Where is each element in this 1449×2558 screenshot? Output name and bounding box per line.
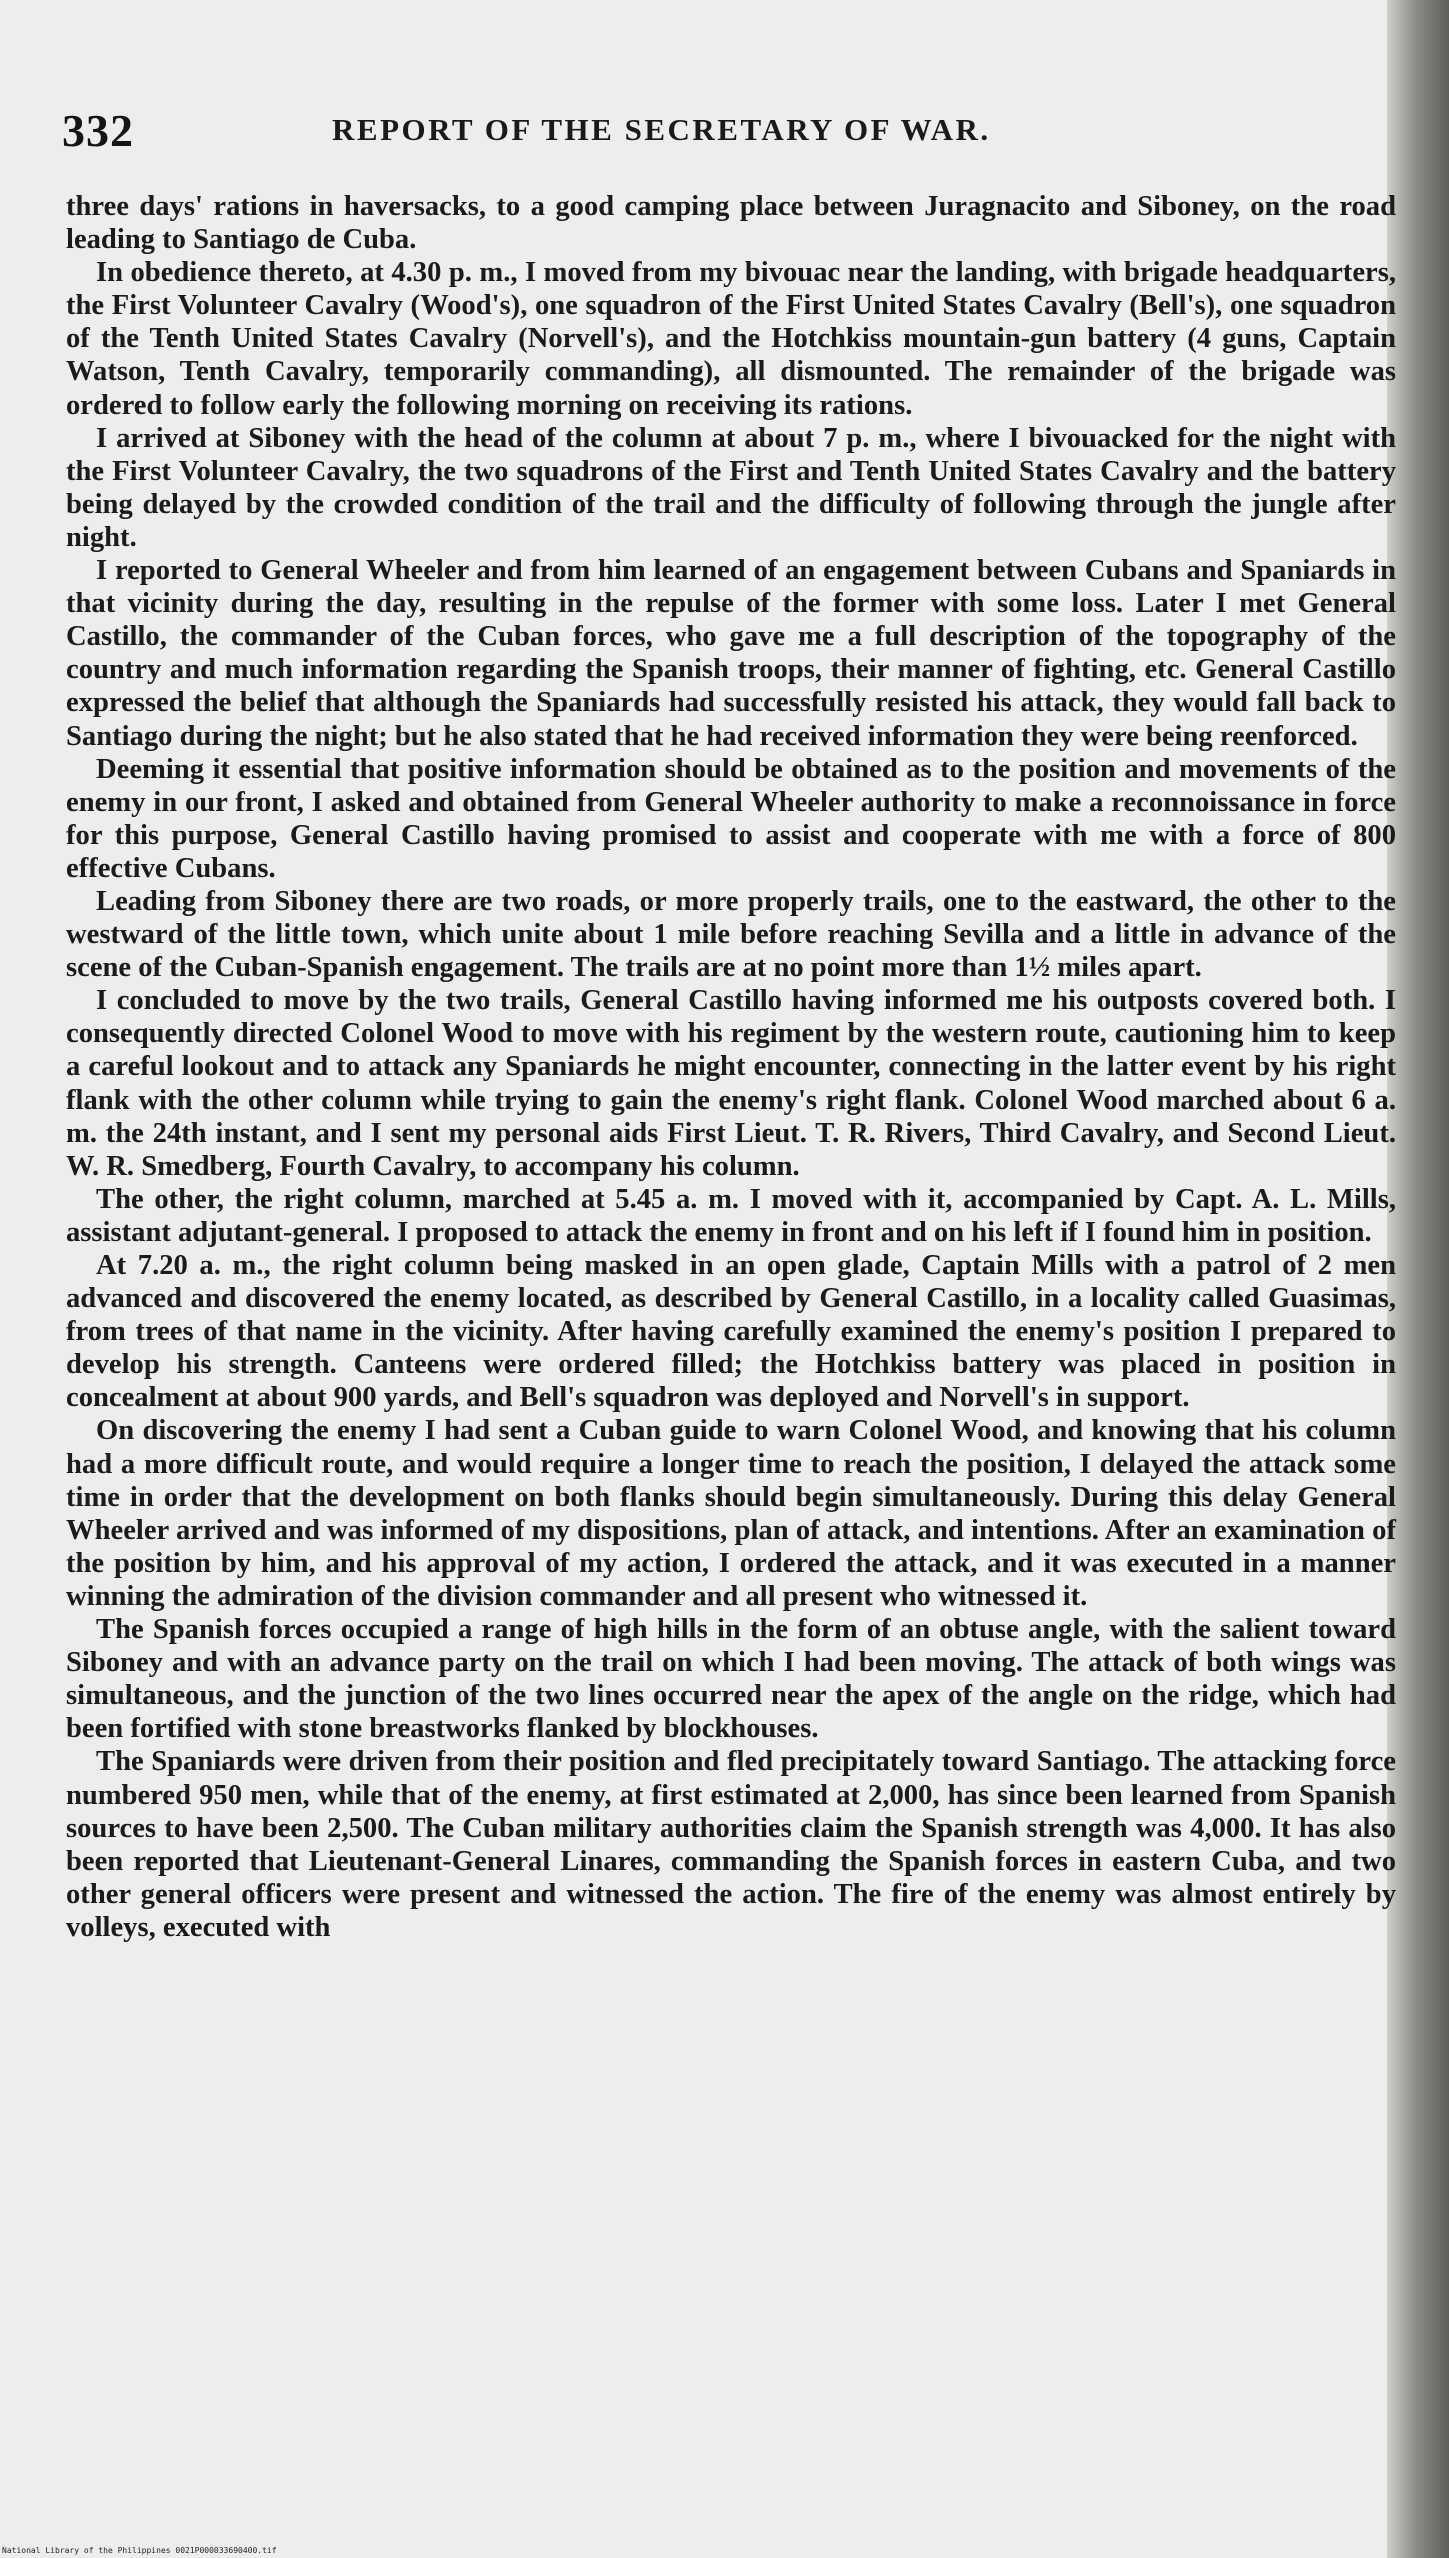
paragraph: In obedience thereto, at 4.30 p. m., I moved from my bivouac near the landing, with brigade headquarters, the First Volunteer Cavalry (Wood's), one squadron of the First United States Cavalry (Bell's), one squadron of the Tenth United States Cavalry (Norvell's), and the Hotchkiss mountain-gun battery (4 guns, Captain Watson, Tenth Cavalry, temporarily commanding), all dismounted. The remainder of the brigade was ordered to follow early the following morning on receiving its rations. — [66, 257, 1396, 421]
paragraph: I concluded to move by the two trails, General Castillo having informed me his outposts covered both. I consequently directed Colonel Wood to move with his regiment by the western route, cautioning him to keep a careful lookout and to attack any Spaniards he might encounter, connecting in the latter event by his right flank with the other column while trying to gain the enemy's right flank. Colonel Wood marched about 6 a. m. the 24th instant, and I sent my personal aids First Lieut. T. R. Rivers, Third Cavalry, and Second Lieut. W. R. Smedberg, Fourth Cavalry, to accompany his column. — [66, 985, 1396, 1182]
paragraph: On discovering the enemy I had sent a Cuban guide to warn Colonel Wood, and knowing that his column had a more difficult route, and would require a longer time to reach the position, I delayed the attack some time in order that the development on both flanks should begin simultaneously. During this delay General Wheeler arrived and was informed of my dispositions, plan of attack, and intentions. After an examination of the position by him, and his approval of my action, I ordered the attack, and it was executed in a manner winning the admiration of the division commander and all present who witnessed it. — [66, 1415, 1396, 1612]
paragraph: three days' rations in haversacks, to a good camping place between Juragnacito and Siboney, on the road leading to Santiago de Cuba. — [66, 191, 1396, 256]
scan-binding-shadow — [1387, 0, 1449, 2558]
running-head: REPORT OF THE SECRETARY OF WAR. — [332, 112, 991, 147]
paragraph: The other, the right column, marched at 5.45 a. m. I moved with it, accompanied by Capt. A. L. Mills, assistant adjutant-general. I proposed to attack the enemy in front and on his left if I found him in position. — [66, 1183, 1396, 1248]
paragraph: At 7.20 a. m., the right column being masked in an open glade, Captain Mills with a patrol of 2 men advanced and discovered the enemy located, as described by General Castillo, in a locality called Guasimas, from trees of that name in the vicinity. After having carefully examined the enemy's position I prepared to develop his strength. Canteens were ordered filled; the Hotchkiss battery was placed in position in concealment at about 900 yards, and Bell's squadron was deployed and Norvell's in support. — [66, 1250, 1396, 1414]
report-body — [66, 190, 1396, 1944]
scan-footer-stamp: National Library of the Philippines 0021P000033690400.tif — [2, 2546, 277, 2555]
page-header — [62, 104, 1402, 164]
paragraph: The Spaniards were driven from their position and fled precipitately toward Santiago. The attacking force numbered 950 men, while that of the enemy, at first estimated at 2,000, has since been learned from Spanish sources to have been 2,500. The Cuban military authorities claim the Spanish strength was 4,000. It has also been reported that Lieutenant-General Linares, commanding the Spanish forces in eastern Cuba, and two other general officers were present and witnessed the action. The fire of the enemy was almost entirely by volleys, executed with — [66, 1746, 1396, 1943]
paragraph: Leading from Siboney there are two roads, or more properly trails, one to the eastward, the other to the westward of the little town, which unite about 1 mile before reaching Sevilla and a little in advance of the scene of the Cuban-Spanish engagement. The trails are at no point more than 1½ miles apart. — [66, 885, 1396, 984]
page-number: 332 — [62, 105, 134, 156]
paragraph: Deeming it essential that positive information should be obtained as to the position and movements of the enemy in our front, I asked and obtained from General Wheeler authority to make a reconnoissance in force for this purpose, General Castillo having promised to assist and cooperate with me with a force of 800 effective Cubans. — [66, 753, 1396, 884]
paragraph: The Spanish forces occupied a range of high hills in the form of an obtuse angle, with the salient toward Siboney and with an advance party on the trail on which I had been moving. The attack of both wings was simultaneous, and the junction of the two lines occurred near the apex of the angle on the ridge, which had been fortified with stone breastworks flanked by blockhouses. — [66, 1614, 1396, 1745]
paragraph: I arrived at Siboney with the head of the column at about 7 p. m., where I bivouacked for the night with the First Volunteer Cavalry, the two squadrons of the First and Tenth United States Cavalry and the battery being delayed by the crowded condition of the trail and the difficulty of following through the jungle after night. — [66, 422, 1396, 553]
paragraph: I reported to General Wheeler and from him learned of an engagement between Cubans and Spaniards in that vicinity during the day, resulting in the repulse of the former with some loss. Later I met General Castillo, the commander of the Cuban forces, who gave me a full description of the topography of the country and much information regarding the Spanish troops, their manner of fighting, etc. General Castillo expressed the belief that although the Spaniards had successfully resisted his attack, they would fall back to Santiago during the night; but he also stated that he had received information they were being reenforced. — [66, 555, 1396, 752]
